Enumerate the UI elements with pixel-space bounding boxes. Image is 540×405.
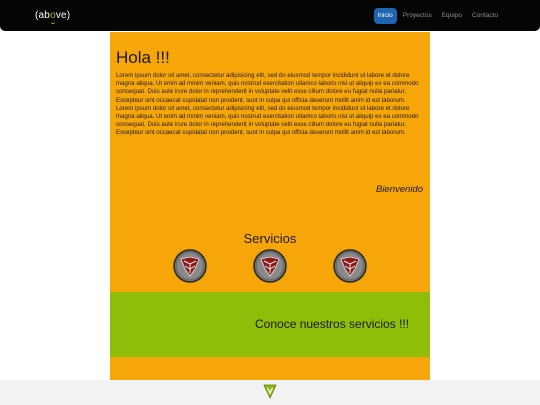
nav-item-equipo[interactable]: Equipo <box>441 12 462 19</box>
footer <box>0 380 540 405</box>
service-emblem-icon[interactable] <box>333 249 367 283</box>
main-nav <box>372 8 502 24</box>
brand-suffix: ve) <box>55 9 71 21</box>
brand-logo[interactable] <box>35 6 70 24</box>
nav-item-inicio[interactable]: Inicio <box>374 8 397 24</box>
nav-item-contacto[interactable]: Contacto <box>471 12 498 19</box>
hero-title: Hola !!! <box>116 48 170 67</box>
service-emblem-icon[interactable] <box>173 249 207 283</box>
services-cta-banner <box>110 292 430 357</box>
services-title: Servicios <box>243 231 297 246</box>
nav-item-proyectos[interactable]: Proyectos <box>402 12 432 19</box>
main-content <box>110 32 430 380</box>
services-cta-link[interactable]: Conoce nuestros servicios !!! <box>255 317 410 331</box>
brand-accent-letter: o <box>50 9 56 21</box>
footer-logo-icon <box>263 384 277 399</box>
hero-paragraph: Lorem ipsum dolor sit amet, consectetur adipisicing elit, sed do eiusmod tempor incididunt ut labore et dolore magna aliqua. Ut enim ad minim veniam, quis nostrud exercitation ullamco laboris nisi ut aliquip ex ea commodo consequat. Duis aute irure dolor in reprehenderit in voluptate velit esse cillum dolore eu fugiat nulla pariatur. Excepteur sint occaecat cupidatat non proident, sunt in culpa qui officia deserunt mollit anim id est laborum. Lorem ipsum dolor sit amet, consectetur adipisicing elit, sed do eiusmod tempor incididunt ut labore et dolore magna aliqua. Ut enim ad minim veniam, quis nostrud exercitation ullamco laboris nisi ut aliquip ex ea commodo consequat. Duis aute irure dolor in reprehenderit in voluptate velit esse cillum dolore eu fugiat nulla pariatur. Excepteur sint occaecat cupidatat non proident, sunt in culpa qui officia deserunt mollit anim id est laborum. <box>116 72 419 137</box>
service-emblem-icon[interactable] <box>253 249 287 283</box>
navbar <box>0 0 540 31</box>
welcome-text: Bienvenido <box>375 184 423 195</box>
brand-prefix: (ab <box>35 9 51 21</box>
